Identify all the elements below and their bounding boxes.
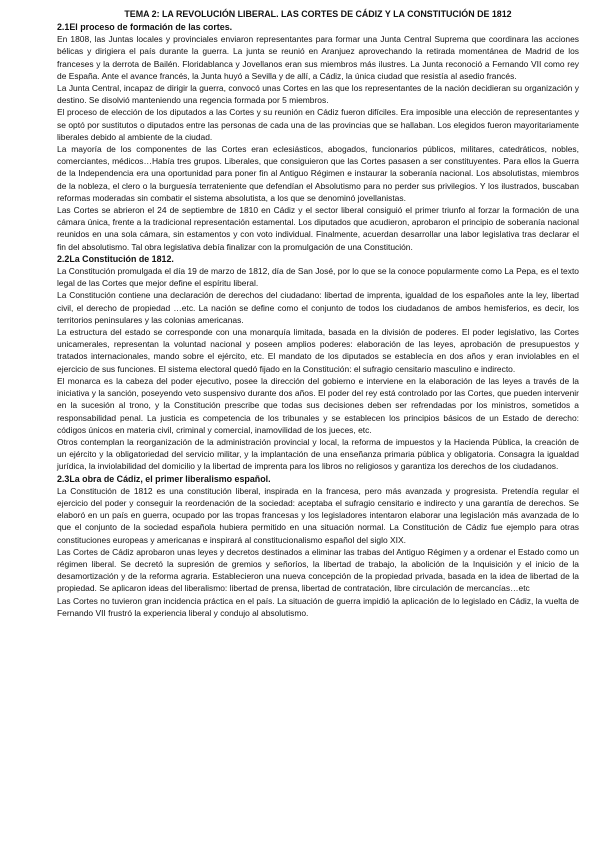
section-3: [57, 473, 579, 619]
section-2: [57, 253, 579, 473]
section-2-heading: 2.2La Constitución de 1812.: [57, 253, 174, 264]
section-1-paragraph-5: Las Cortes se abrieron el 24 de septiembre de 1810 en Cádiz y el sector liberal consiguió el primer triunfo al forzar la formación de una cámara única, frente a la tradicional representación estamental. Los diputados que acudieron, aprobaron el principio de soberanía nacional reunidos en una sola cámara, sin estamentos y con voto individual. Finalmente, acuerdan desarrollar una labor legislativa tras declarar el fin del absolutismo. Tal obra legislativa debía finalizar con la promulgación de una Constitución.: [57, 205, 579, 252]
document-title: TEMA 2: LA REVOLUCIÓN LIBERAL. LAS CORTES DE CÁDIZ Y LA CONSTITUCIÓN DE 1812: [124, 9, 512, 19]
section-1-paragraph-3: El proceso de elección de los diputados a las Cortes y su reunión en Cádiz fueron difíciles. Era imposible una elección de representantes y se optó por sustitutos o diputados entre las personas de cada una de las provincias que se hallaban. Los elegidos fueron mayoritariamente liberales debido al ambiente de la ciudad.: [57, 107, 579, 142]
section-3-paragraph-1: La Constitución de 1812 es una constitución liberal, inspirada en la francesa, pero más avanzada y progresista. Pretendía regular el ejercicio del poder y conseguir la reordenación de la sociedad: aceptaba el sufragio censitario e indirecto y una garantía de derechos. Se elaboró en un país en guerra, ocupado por las tropas francesas y los legisladores intentaron elaborar una legislación más avanzada de lo que el conjunto de la sociedad española hubiera permitido en una situación normal. La Constitución de Cádiz fue ejemplo para otras constituciones europeas y americanas e inspirará al constitucionalismo español del siglo XIX.: [57, 485, 579, 545]
section-1-paragraph-2: La Junta Central, incapaz de dirigir la guerra, convocó unas Cortes en las que los representantes de la nación decidieran su organización y destino. Se disolvió manteniendo una regencia formada por 5 miembros.: [57, 83, 579, 106]
section-2-paragraph-4: El monarca es la cabeza del poder ejecutivo, posee la dirección del gobierno e interviene en la elaboración de las leyes a través de la iniciativa y la sanción, poseyendo veto suspensivo durante dos años. El poder del rey está controlado por las Cortes, que pueden intervenir en la sucesión al trono, y la Constitución prescribe que todas sus decisiones deben ser refrendadas por los ministros, sometidos a responsabilidad penal. La justicia es competencia de los tribunales y se establecen los principios básicos de un Estado de derecho: códigos únicos en materia civil, criminal y comercial, inamovilidad de los jueces, etc.: [57, 375, 579, 435]
section-1-paragraph-1: En 1808, las Juntas locales y provinciales enviaron representantes para formar una Junta Central Suprema que coordinara las acciones bélicas y dirigiera el país durante la guerra. La junta se reunió en Aranjuez aprovechando la retirada momentánea de Madrid de los franceses y la derrota de Bailén. Floridablanca y Jovellanos eran sus miembros más ilustres. La Junta reconoció a Fernando VII como rey de España. Ante el avance francés, la Junta huyó a Sevilla y de allí, a Cádiz, la única ciudad que resistía al asedio francés.: [57, 34, 579, 81]
section-2-paragraph-5: Otros contemplan la reorganización de la administración provincial y local, la reforma de impuestos y la Hacienda Pública, la creación de un ejército y la obligatoriedad del servicio militar, y la implantación de una enseñanza primaria pública y obligatoria. Consagra la igualdad jurídica, la inviolabilidad del domicilio y la libertad de imprenta para los libros no religiosos y garantiza los derechos de los ciudadanos.: [57, 436, 579, 472]
section-1-heading: 2.1El proceso de formación de las cortes.: [57, 22, 233, 32]
section-2-paragraph-2: La Constitución contiene una declaración de derechos del ciudadano: libertad de imprenta, igualdad de los españoles ante la ley, libertad civil, el derecho de propiedad …etc. La nación se define como el conjunto de todos los ciudadanos de ambos hemisferios, es decir, los territorios peninsulares y las colonias americanas.: [57, 290, 579, 325]
section-3-paragraph-2: Las Cortes de Cádiz aprobaron unas leyes y decretos destinados a eliminar las trabas del Antiguo Régimen y a ordenar el Estado como un régimen liberal. Se decretó la supresión de gremios y señoríos, la libertad de trabajo, la abolición de la Inquisición y el inicio de la desamortización y de la reforma agraria. Establecieron una nueva concepción de la propiedad privada, basada en la idea de libertad de la propiedad. Se aplicaron ideas del liberalismo: libertad de prensa, libertad de contratación, libre circulación de mercancías…etc: [57, 546, 579, 594]
section-1-paragraph-4: La mayoría de los componentes de las Cortes eran eclesiásticos, abogados, funcionarios públicos, militares, catedráticos, nobles, comerciantes, médicos…Había tres grupos. Liberales, que consiguieron que las Cortes pasasen a ser constituyentes. Para ellos la Guerra de la Independencia era una oportunidad para poner fin al Antiguo Régimen e instaurar la soberanía nacional. Los absolutistas, miembros de la nobleza, el clero o la burguesía terrateniente que defendían el Absolutismo para no perder sus privilegios. Y los ilustrados, buscaban reformas moderadas sin combatir el sistema absolutista, a los que se denominó jovellanistas.: [57, 144, 579, 203]
section-2-paragraph-1: La Constitución promulgada el día 19 de marzo de 1812, día de San José, por lo que se la conoce popularmente como La Pepa, es el texto legal de las Cortes que mejor define el espíritu liberal.: [57, 266, 579, 289]
section-3-paragraph-3: Las Cortes no tuvieron gran incidencia práctica en el país. La situación de guerra impidió la aplicación de lo legislado en Cádiz, la vuelta de Fernando VII frustró la experiencia liberal y condujo al absolutismo.: [57, 595, 579, 618]
section-1: [57, 21, 579, 253]
section-2-paragraph-3: La estructura del estado se corresponde con una monarquía limitada, basada en la división de poderes. El poder legislativo, las Cortes unicamerales, representan la voluntad nacional y poseen amplios poderes: elaboración de las leyes, aprobación de presupuestos y tratados internacionales, mando sobre el ejército, etc. El mandato de los diputados se establecía en dos años y eran inviolables en el ejercicio de sus funciones. El sistema electoral quedó fijado en la Constitución: el sufragio censitario masculino e indirecto.: [57, 327, 579, 374]
section-3-heading: 2.3La obra de Cádiz, el primer liberalismo español.: [57, 473, 271, 484]
